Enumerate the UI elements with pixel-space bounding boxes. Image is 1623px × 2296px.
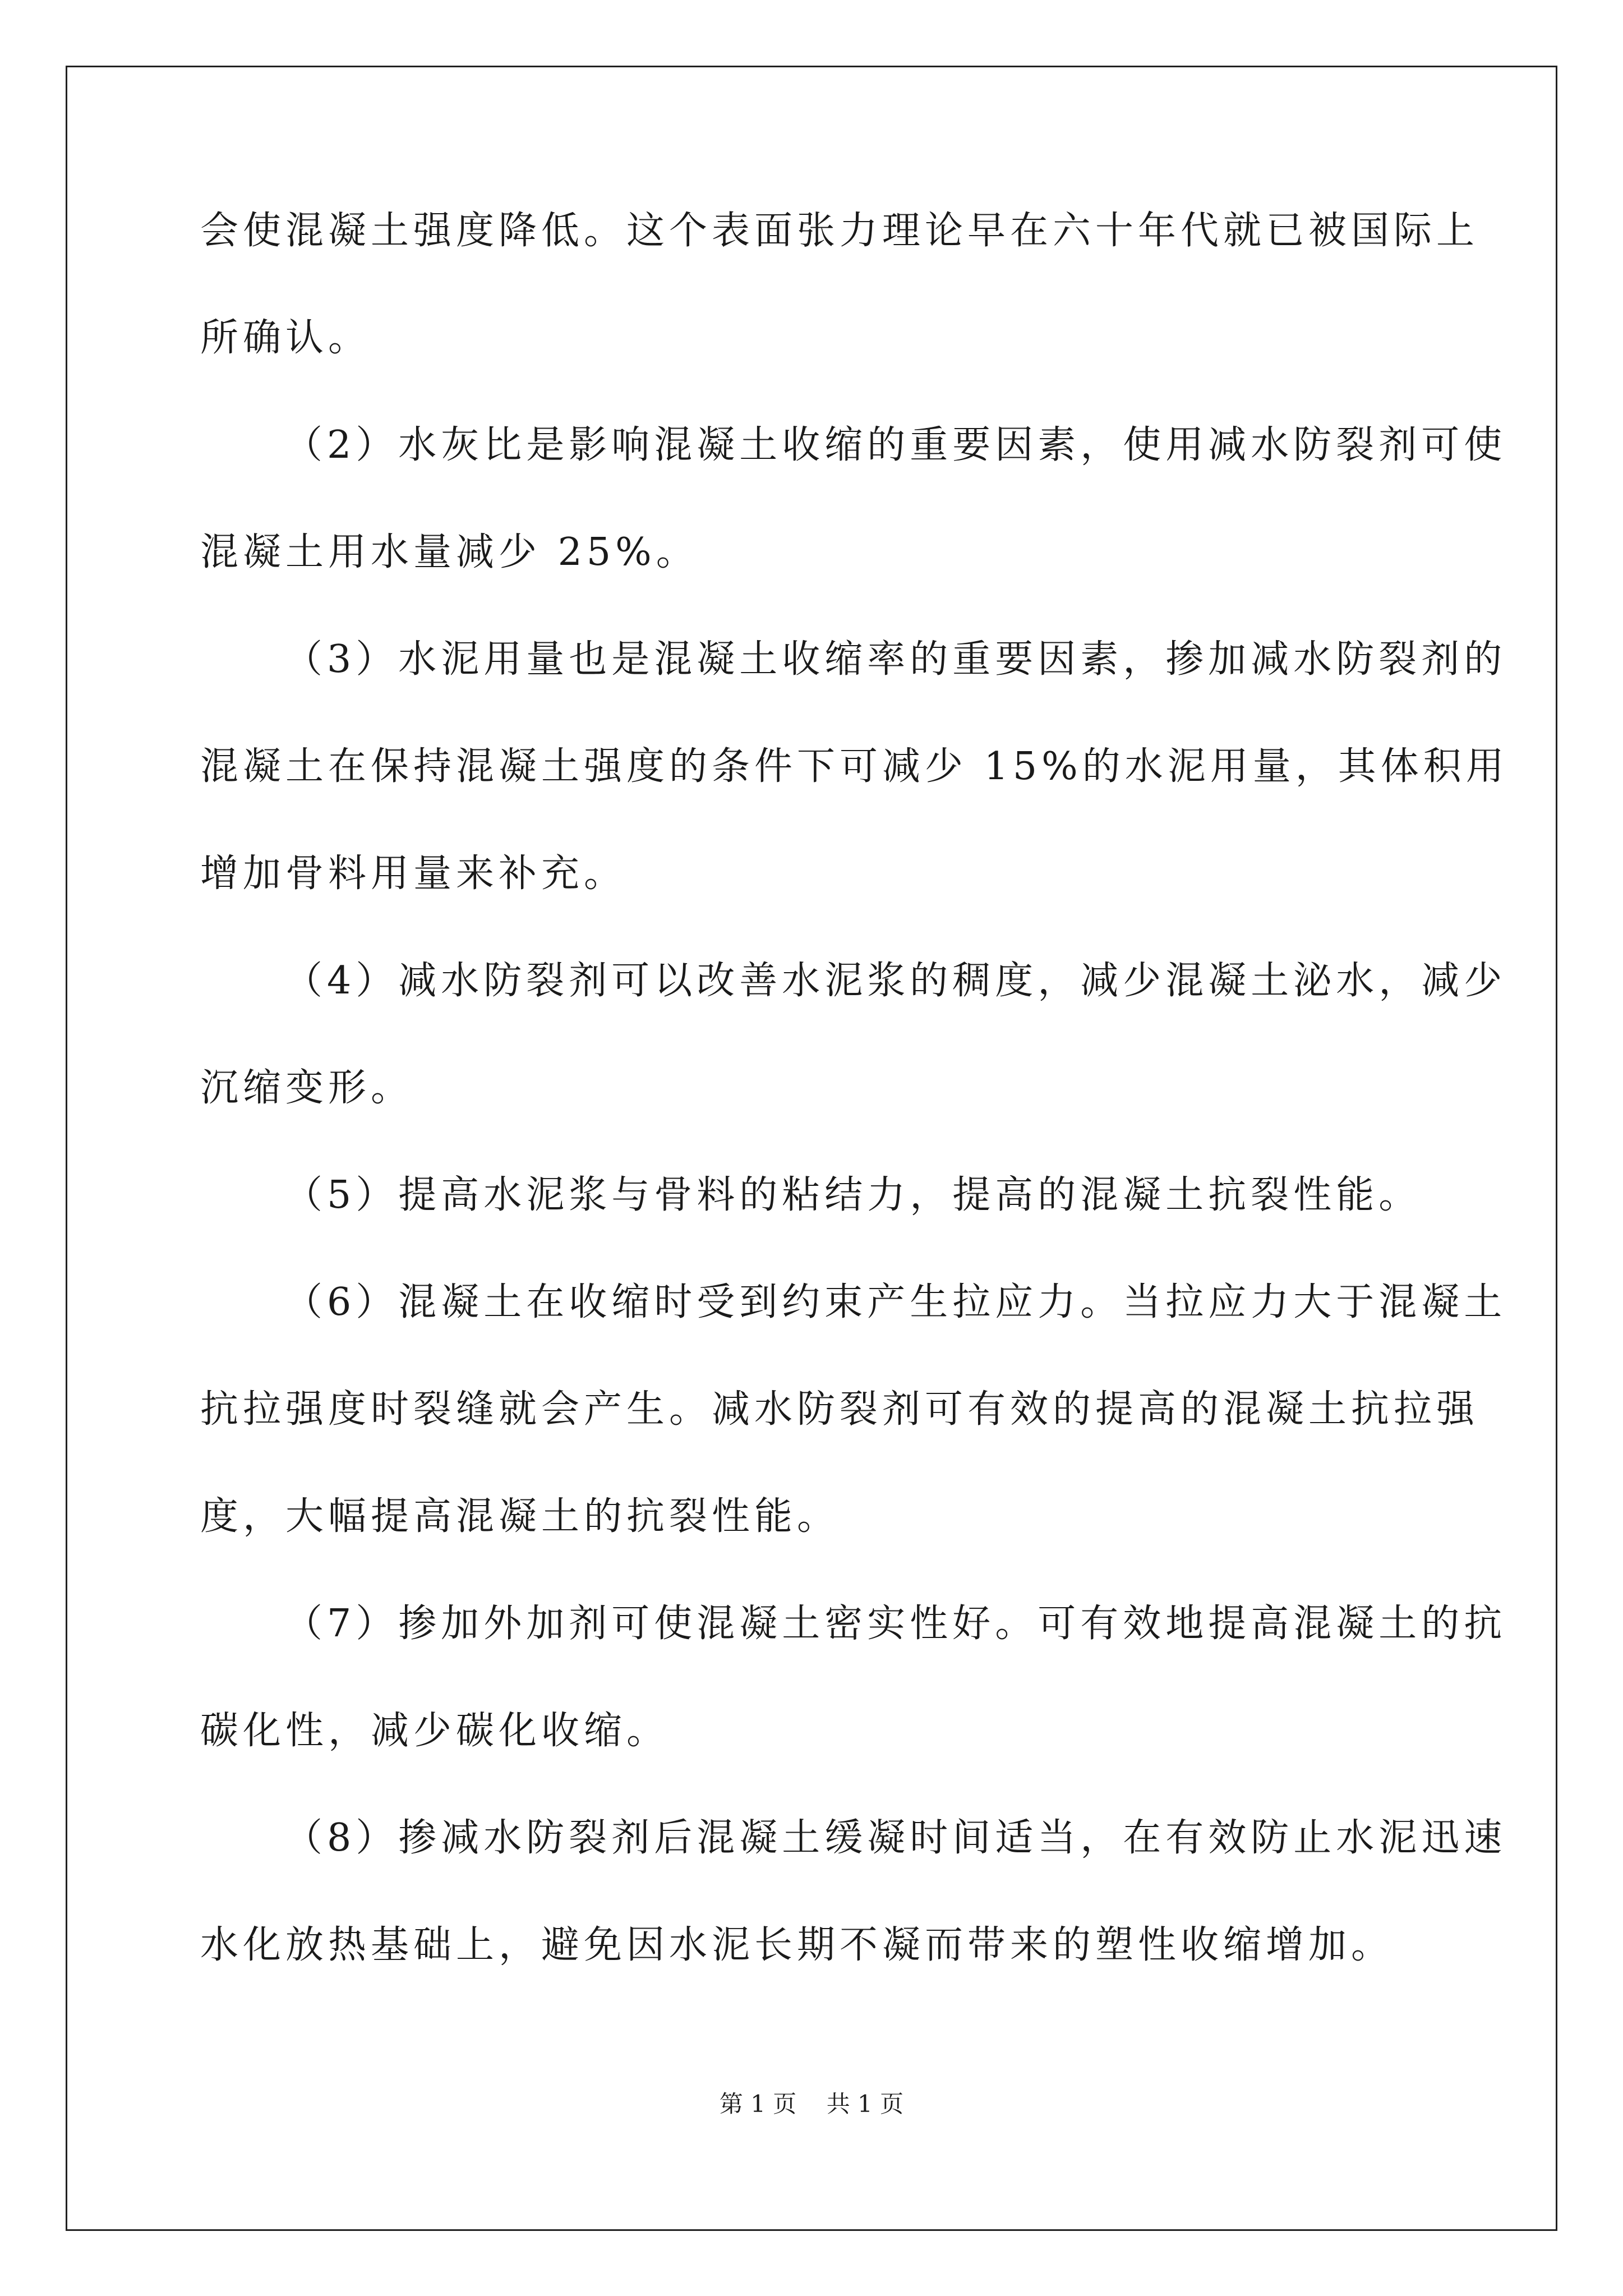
text-line: 混凝土在保持混凝土强度的条件下可减少 15%的水泥用量，其体积用 (200, 744, 1509, 789)
text-line: 会使混凝土强度降低。这个表面张力理论早在六十年代就已被国际上 (200, 209, 1479, 253)
text-line: （7）掺加外加剂可使混凝土密实性好。可有效地提高混凝土的抗 (284, 1602, 1507, 1646)
text-line: （2）水灰比是影响混凝土收缩的重要因素，使用减水防裂剂可使 (284, 423, 1507, 467)
text-line: 增加骨料用量来补充。 (200, 852, 627, 896)
text-line: 所确认。 (200, 316, 371, 360)
page-number: 第 1 页 (719, 2090, 797, 2118)
text-line: （3）水泥用量也是混凝土收缩率的重要因素，掺加减水防裂剂的 (284, 637, 1507, 682)
text-line: 沉缩变形。 (200, 1066, 414, 1110)
document-body (200, 209, 1509, 2030)
text-line: 碳化性，减少碳化收缩。 (200, 1709, 670, 1753)
text-line: 抗拉强度时裂缝就会产生。减水防裂剂可有效的提高的混凝土抗拉强 (200, 1387, 1479, 1432)
text-line: （8）掺减水防裂剂后混凝土缓凝时间适当，在有效防止水泥迅速 (284, 1816, 1507, 1860)
text-line: （5）提高水泥浆与骨料的粘结力，提高的混凝土抗裂性能。 (284, 1173, 1422, 1217)
text-line: （4）减水防裂剂可以改善水泥浆的稠度，减少混凝土泌水，减少 (284, 959, 1507, 1003)
text-line: 混凝土用水量减少 25%。 (200, 530, 699, 574)
page-total: 共 1 页 (826, 2090, 904, 2118)
text-line: （6）混凝土在收缩时受到约束产生拉应力。当拉应力大于混凝土 (284, 1280, 1507, 1324)
text-line: 度，大幅提高混凝土的抗裂性能。 (200, 1494, 840, 1539)
text-line: 水化放热基础上，避免因水泥长期不凝而带来的塑性收缩增加。 (200, 1923, 1394, 1967)
page-footer (0, 2090, 1623, 2118)
